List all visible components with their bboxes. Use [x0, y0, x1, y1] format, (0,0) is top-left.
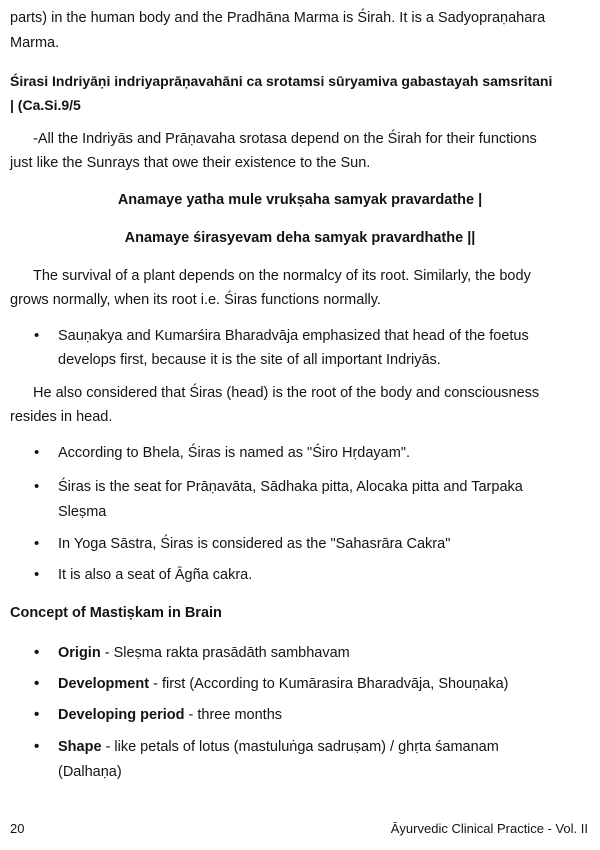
list-item-text: Śiras is the seat for Prāṇavāta, Sādhaka pitta, Alocaka pitta and Tarpaka [58, 479, 523, 495]
bullet-dot: • [34, 566, 40, 583]
concept-value: - like petals of lotus (mastuluṅga sadruṣam) / ghṛta śamanam [101, 739, 499, 755]
intro-line-1: parts) in the human body and the Pradhāna Marma is Śirah. It is a Sadyopraṇahara [10, 10, 546, 26]
concept-item-shape [58, 735, 499, 759]
concept-value: - three months [184, 707, 283, 723]
verse-citation: | (Ca.Si.9/5 [10, 97, 81, 113]
foetus-bullet-line-1: Sauṇakya and Kumarśira Bharadvāja emphasized that head of the foetus [58, 328, 529, 344]
page-number: 20 [10, 821, 25, 836]
concept-value: - Sleṣma rakta prasādāth sambhavam [100, 645, 350, 661]
concept-item-development [58, 672, 509, 696]
bullet-dot: • [34, 444, 40, 461]
section-heading: Concept of Mastiṣkam in Brain [10, 605, 222, 621]
bullet-dot: • [34, 675, 40, 692]
consciousness-line-1: He also considered that Śiras (head) is the root of the body and consciousness [33, 385, 540, 401]
concept-item-origin [58, 641, 350, 665]
concept-label: Shape [58, 739, 102, 755]
bullet-dot: • [34, 644, 40, 661]
verse-anamaye-line-2: Anamaye śirasyevam deha samyak pravardhathe || [124, 230, 476, 246]
bullet-dot: • [34, 327, 40, 344]
concept-label: Developing period [58, 707, 185, 723]
list-item-text: It is also a seat of Āgña cakra. [58, 567, 253, 583]
survival-line-1: The survival of a plant depends on the normalcy of its root. Similarly, the body [33, 268, 531, 284]
translation-line-1: -All the Indriyās and Prāṇavaha srotasa depend on the Śirah for their functions [33, 131, 537, 147]
bullet-dot: • [34, 738, 40, 755]
verse-anamaye-line-1: Anamaye yatha mule vrukṣaha samyak pravardathe | [117, 192, 483, 208]
bullet-dot: • [34, 535, 40, 552]
concept-item-shape-continued: (Dalhaṇa) [58, 764, 122, 780]
list-item-text-continued: Sleṣma [58, 504, 107, 520]
concept-item-developing-period [58, 703, 282, 727]
consciousness-line-2: resides in head. [10, 409, 113, 425]
intro-line-2: Marma. [10, 35, 60, 51]
running-title: Āyurvedic Clinical Practice - Vol. II [390, 821, 588, 836]
survival-line-2: grows normally, when its root i.e. Śiras functions normally. [10, 292, 381, 308]
list-item-text: In Yoga Sāstra, Śiras is considered as the "Sahasrāra Cakra" [58, 536, 451, 552]
bullet-dot: • [34, 478, 40, 495]
bullet-dot: • [34, 706, 40, 723]
concept-value: - first (According to Kumārasira Bharadvāja, Shouṇaka) [149, 676, 509, 692]
list-item-text: According to Bhela, Śiras is named as "Śiro Hṛdayam". [58, 445, 411, 461]
concept-label: Origin [58, 645, 101, 661]
foetus-bullet-line-2: develops first, because it is the site of all important Indriyās. [58, 352, 441, 368]
concept-label: Development [58, 676, 150, 692]
verse-sirasi-line-1: Śirasi Indriyāṇi indriyaprāṇavahāni ca srotamsi sūryamiva gabastayah samsritani [10, 73, 553, 89]
translation-line-2: just like the Sunrays that owe their existence to the Sun. [10, 155, 371, 171]
